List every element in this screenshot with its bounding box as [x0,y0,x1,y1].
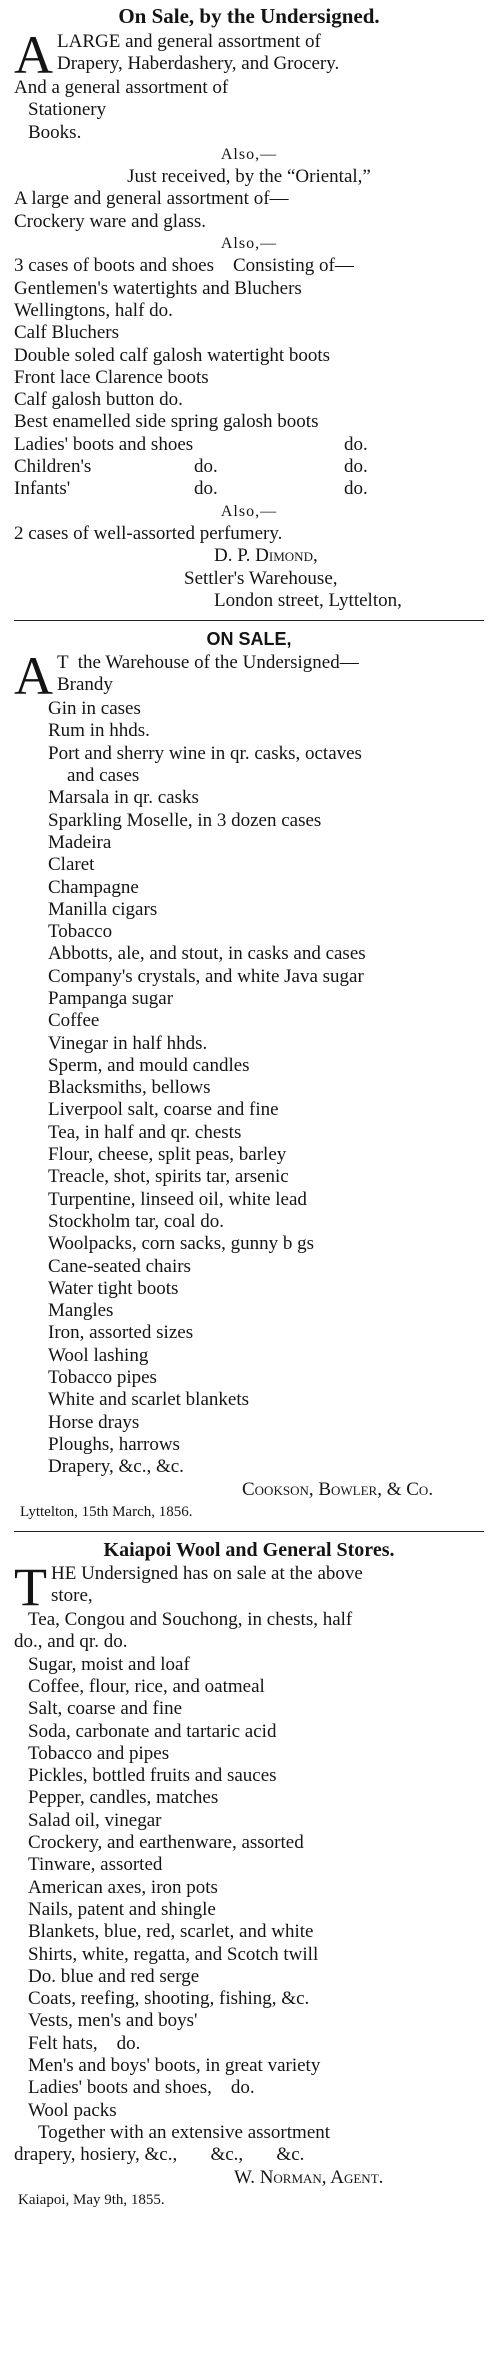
list-item: Madeira [48,831,112,853]
list-item: White and scarlet blankets [48,1389,250,1411]
advert-title: On Sale, by the Undersigned. [118,4,380,28]
also-heading: Also,— [220,145,278,163]
intro-line: LARGE and general assortment of [57,31,321,52]
list-item: Soda, carbonate and tartaric acid [28,1720,277,1742]
advert-title: Kaiapoi Wool and General Stores. [103,1539,395,1562]
drop-cap: A [14,652,53,699]
list-item: Marsala in qr. casks [48,787,199,809]
list-item: Coats, reefing, shooting, fishing, &c. [28,1988,310,2010]
list-item: Blankets, blue, red, scarlet, and white [28,1921,314,1943]
intro-line: HE Undersigned has on sale at the above [51,1563,363,1585]
text-line: Crockery ware and glass. [14,210,207,232]
list-item: Mangles [48,1300,114,1322]
text-line: Books. [28,121,82,143]
list-item: Brandy [57,674,113,696]
list-item: Felt hats, do. [28,2032,141,2054]
list-item: Sparkling Moselle, in 3 dozen cases [48,809,322,831]
advert-dimond [14,4,484,612]
text-line: Just received, by the “Oriental,” [127,166,371,188]
also-heading: Also,— [220,502,278,520]
list-item: Abbotts, ale, and stout, in casks and cases [48,943,366,965]
list-item: Tobacco and pipes [28,1742,170,1764]
text-line: Together with an extensive assortment [38,2121,331,2143]
list-item: Pampanga sugar [48,987,174,1009]
text-line: Stationery [28,99,107,121]
list-item: Port and sherry wine in qr. casks, octaves [48,742,362,764]
advert-date: Lyttelton, 15th March, 1856. [20,1503,193,1520]
row-cell: do. [344,433,368,455]
text-line: And a general assortment of [14,77,229,98]
list-item: Gin in cases [48,698,141,720]
divider [14,1531,484,1532]
list-item: Wool lashing [48,1344,149,1366]
signature-name: W. Norman, Agent. [234,2166,384,2188]
row-cell: do. [194,456,218,478]
list-item: Water tight boots [48,1277,179,1299]
text-line: Tea, Congou and Souchong, in chests, half [28,1609,353,1631]
intro-line: T the Warehouse of the Undersigned— [57,652,359,674]
list-item: Wellingtons, half do. [14,299,173,321]
list-item: Iron, assorted sizes [48,1322,194,1344]
list-item: Coffee, flour, rice, and oatmeal [28,1676,265,1697]
advert-intro [14,652,484,698]
also-heading: Also,— [220,235,278,253]
signature-name: D. P. Dimond, [214,545,318,567]
list-item: Rum in hhds. [48,720,150,742]
list-item: American axes, iron pots [28,1876,218,1898]
list-item: Pickles, bottled fruits and sauces [28,1765,277,1787]
list-item: Nails, patent and shingle [28,1898,216,1920]
list-item: Wool packs [28,2099,117,2121]
row-cell: do. [344,478,368,500]
intro-line: Drapery, Haberdashery, and Grocery. [57,53,340,75]
text-line: 3 cases of boots and shoes Consisting of— [14,255,354,277]
list-item: Tobacco pipes [48,1367,157,1389]
signature-place: Settler's Warehouse, [184,567,338,589]
signature-name: Cookson, Bowler, & Co. [242,1478,434,1500]
divider [14,620,484,621]
list-item: Ladies' boots and shoes, do. [28,2077,255,2099]
list-item: Men's and boys' boots, in great variety [28,2055,321,2077]
list-item: Blacksmiths, bellows [48,1077,211,1099]
list-item: Shirts, white, regatta, and Scotch twill [28,1943,319,1965]
list-item: Coffee [48,1010,100,1032]
advert-date: Kaiapoi, May 9th, 1855. [18,2191,165,2208]
list-item: Pepper, candles, matches [28,1787,219,1809]
list-item: Best enamelled side spring galosh boots [14,411,319,433]
text-line: do., and qr. do. [14,1631,128,1653]
intro-line: store, [51,1585,93,1607]
row-cell: Ladies' boots and shoes [14,433,194,455]
list-item: Tea, in half and qr. chests [48,1121,242,1143]
text-line: A large and general assortment of— [14,188,289,210]
list-item: Vinegar in half hhds. [48,1032,208,1054]
list-item [14,478,484,500]
list-item: Ploughs, harrows [48,1433,180,1455]
advert-intro [14,31,484,77]
text-line: drapery, hosiery, &c., &c., &c. [14,2144,305,2166]
row-cell: Children's [14,456,92,478]
list-item: Tinware, assorted [28,1854,163,1876]
advert-kaiapoi-stores [14,1538,484,2211]
list-item: Front lace Clarence boots [14,366,209,388]
list-item: Gentlemen's watertights and Bluchers [14,277,302,299]
list-item: Stockholm tar, coal do. [48,1210,225,1232]
text-line: 2 cases of well-assorted perfumery. [14,522,283,544]
list-item: Double soled calf galosh watertight boots [14,344,331,366]
drop-cap: A [14,31,53,77]
advert-intro [14,1563,484,1609]
list-item: and cases [48,765,140,787]
list-item: Salad oil, vinegar [28,1809,162,1831]
list-item: Liverpool salt, coarse and fine [48,1099,279,1121]
list-item: Woolpacks, corn sacks, gunny b gs [48,1233,315,1255]
signature-street: London street, Lyttelton, [214,589,402,611]
row-cell: do. [344,456,368,478]
list-item: Horse drays [48,1411,140,1433]
list-item: Manilla cigars [48,898,158,920]
list-item [14,456,484,478]
list-item: Cane-seated chairs [48,1255,191,1277]
list-item: Flour, cheese, split peas, barley [48,1144,287,1166]
advert-cookson-bowler [14,627,484,1523]
list-item: Do. blue and red serge [28,1965,200,1987]
list-item: Sugar, moist and loaf [28,1653,190,1675]
list-item: Company's crystals, and white Java sugar [48,965,364,987]
list-item: Claret [48,854,95,876]
list-item: Champagne [48,876,139,898]
list-item: Crockery, and earthenware, assorted [28,1832,304,1854]
list-item: Calf galosh button do. [14,389,183,411]
list-item: Calf Bluchers [14,322,120,344]
list-item: Salt, coarse and fine [28,1698,183,1720]
list-item: Drapery, &c., &c. [48,1456,184,1478]
advert-title: ON SALE, [206,629,292,650]
list-item [14,434,484,456]
row-cell: Infants' [14,478,71,500]
list-item: Tobacco [48,921,113,943]
list-item: Treacle, shot, spirits tar, arsenic [48,1166,289,1188]
row-cell: do. [194,478,218,500]
drop-cap: T [14,1563,47,1610]
list-item: Vests, men's and boys' [28,2010,198,2032]
list-item: Turpentine, linseed oil, white lead [48,1188,307,1210]
list-item: Sperm, and mould candles [48,1054,250,1076]
